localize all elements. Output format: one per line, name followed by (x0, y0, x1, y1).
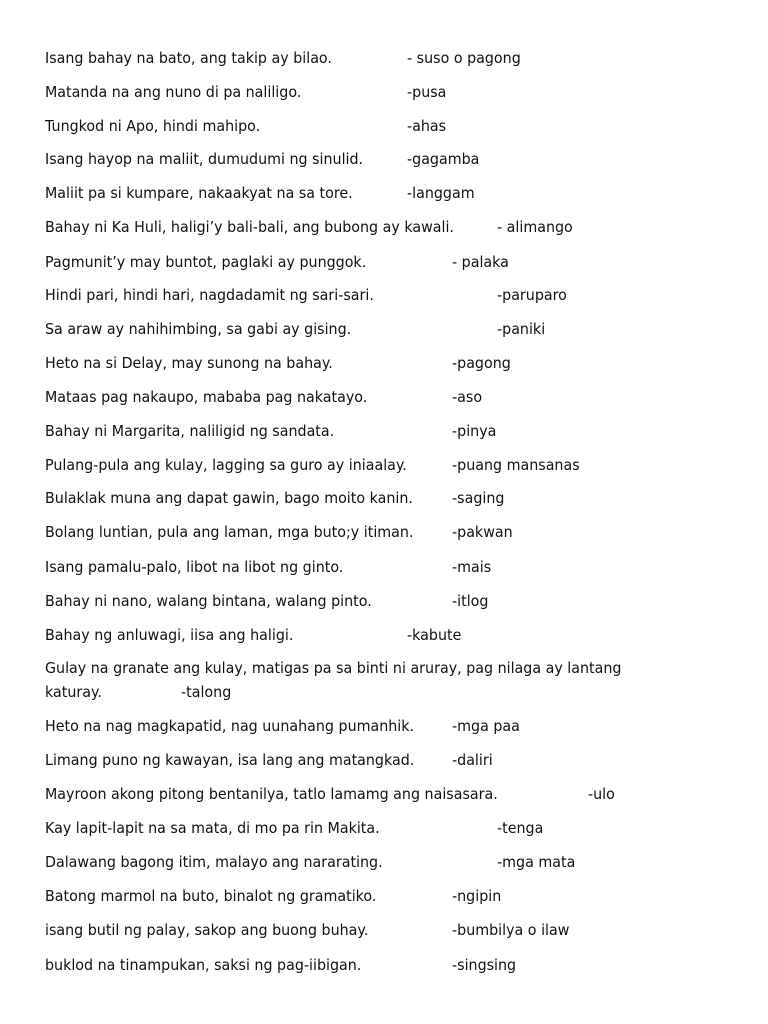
riddle-question: isang butil ng palay, sakop ang buong buhay. (45, 921, 369, 939)
riddle-question: Isang hayop na maliit, dumudumi ng sinulid. (45, 150, 364, 168)
riddle-answer: - alimango (497, 218, 573, 236)
riddle-answer: -talong (181, 683, 232, 701)
riddle-answer: -saging (452, 489, 505, 507)
riddle-answer: -gagamba (407, 150, 480, 168)
riddle-question: Pagmunit’y may buntot, paglaki ay punggok. (45, 253, 367, 271)
riddle-answer: -singsing (452, 956, 517, 974)
riddle-question: Tungkod ni Apo, hindi mahipo. (45, 117, 261, 135)
riddle-answer: -aso (452, 388, 483, 406)
riddle-question-continued: katuray. (45, 683, 102, 701)
riddle-answer: -pakwan (452, 523, 513, 541)
riddle-question: Limang puno ng kawayan, isa lang ang matangkad. (45, 751, 415, 769)
riddle-answer: -daliri (452, 751, 493, 769)
riddle-answer: -pagong (452, 354, 511, 372)
riddle-question: Bahay ni Ka Huli, haligi’y bali-bali, ang bubong ay kawali. (45, 218, 454, 236)
riddle-question: Isang bahay na bato, ang takip ay bilao. (45, 49, 332, 67)
riddle-answer: -mga paa (452, 717, 520, 735)
riddle-answer: -bumbilya o ilaw (452, 921, 570, 939)
riddle-question: Isang pamalu-palo, libot na libot ng ginto. (45, 558, 344, 576)
riddle-question: Kay lapit-lapit na sa mata, di mo pa rin Makita. (45, 819, 380, 837)
riddle-answer: -itlog (452, 592, 489, 610)
riddle-question: Bahay ni nano, walang bintana, walang pinto. (45, 592, 372, 610)
riddle-question: Gulay na granate ang kulay, matigas pa sa binti ni aruray, pag nilaga ay lantang (45, 659, 622, 677)
riddle-answer: -mais (452, 558, 492, 576)
riddle-answer: -ulo (588, 785, 615, 803)
riddle-answer: -ahas (407, 117, 447, 135)
riddle-question: Hindi pari, hindi hari, nagdadamit ng sari-sari. (45, 286, 374, 304)
riddle-question: Mayroon akong pitong bentanilya, tatlo lamamg ang naisasara. (45, 785, 498, 803)
riddle-answer: -ngipin (452, 887, 502, 905)
riddle-answer: -pusa (407, 83, 447, 101)
riddle-question: Dalawang bagong itim, malayo ang nararating. (45, 853, 383, 871)
riddle-question: Bahay ng anluwagi, iisa ang haligi. (45, 626, 294, 644)
riddle-answer: -kabute (407, 626, 462, 644)
riddle-answer: -paniki (497, 320, 546, 338)
riddle-answer: -tenga (497, 819, 544, 837)
riddle-question: Batong marmol na buto, binalot ng gramatiko. (45, 887, 377, 905)
riddle-answer: -langgam (407, 184, 475, 202)
riddle-question: Pulang-pula ang kulay, lagging sa guro ay iniaalay. (45, 456, 407, 474)
riddle-answer: - palaka (452, 253, 509, 271)
riddle-answer: -pinya (452, 422, 497, 440)
riddle-question: Bolang luntian, pula ang laman, mga buto;y itiman. (45, 523, 414, 541)
riddle-question: Matanda na ang nuno di pa naliligo. (45, 83, 302, 101)
riddle-answer: -mga mata (497, 853, 576, 871)
riddle-question: Bulaklak muna ang dapat gawin, bago moito kanin. (45, 489, 413, 507)
riddle-question: Sa araw ay nahihimbing, sa gabi ay gising. (45, 320, 352, 338)
riddle-question: Heto na nag magkapatid, nag uunahang pumanhik. (45, 717, 415, 735)
riddle-question: Bahay ni Margarita, naliligid ng sandata. (45, 422, 335, 440)
riddle-answer: -puang mansanas (452, 456, 580, 474)
riddle-question: Heto na si Delay, may sunong na bahay. (45, 354, 333, 372)
riddle-answer: - suso o pagong (407, 49, 521, 67)
riddle-question: Mataas pag nakaupo, mababa pag nakatayo. (45, 388, 368, 406)
riddle-question: Maliit pa si kumpare, nakaakyat na sa tore. (45, 184, 353, 202)
riddle-answer: -paruparo (497, 286, 567, 304)
riddle-question: buklod na tinampukan, saksi ng pag-iibigan. (45, 956, 362, 974)
